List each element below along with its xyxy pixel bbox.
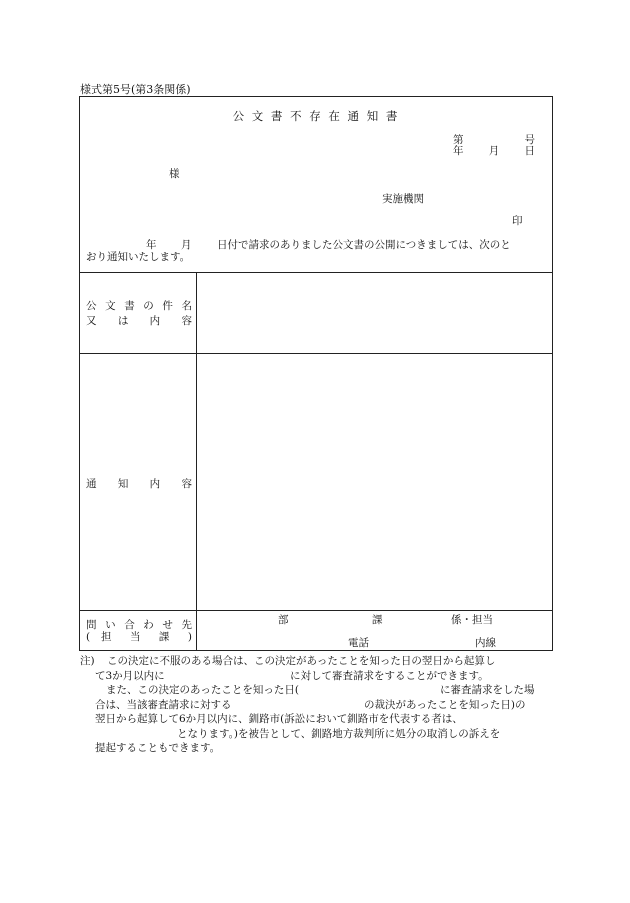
notes-line-4b: の裁決があったことを知った日)の bbox=[364, 698, 526, 711]
contact-label-line2: ( 担 当 課 ) bbox=[86, 631, 192, 643]
date-row bbox=[453, 143, 535, 158]
date-month: 月 bbox=[488, 145, 500, 157]
date-year: 年 bbox=[453, 145, 464, 157]
contact-phone: 電話 bbox=[348, 637, 369, 649]
intro-month: 月 bbox=[181, 239, 192, 251]
row-divider-3 bbox=[80, 610, 552, 611]
intro-line2: おり通知いたします。 bbox=[86, 251, 191, 263]
notice-form bbox=[79, 96, 553, 651]
intro-year: 年 bbox=[146, 239, 157, 251]
notes-line-3a: また、この決定のあったことを知った日( bbox=[106, 684, 299, 696]
seal-mark: 印 bbox=[512, 215, 523, 227]
row-divider-2 bbox=[80, 353, 552, 354]
notes-line-6: となります。)を被告として、釧路地方裁判所に処分の取消しの訴えを bbox=[177, 727, 501, 740]
date-day: 日 bbox=[524, 145, 535, 157]
notes-line-2b: に対して審査請求をすることができます。 bbox=[290, 669, 489, 682]
contact-extension: 内線 bbox=[475, 637, 496, 649]
notes-line-7: 提起することもできます。 bbox=[95, 742, 221, 754]
form-label: 様式第5号(第3条関係) bbox=[80, 83, 191, 96]
number-suffix: 号 bbox=[524, 134, 535, 146]
contact-ka: 課 bbox=[372, 614, 383, 626]
notes-line-5: 翌日から起算して6か月以内に、釧路市(訴訟において釧路市を代表する者は、 bbox=[95, 713, 463, 725]
subject-label-line2: 又 は 内 容 bbox=[86, 315, 192, 327]
notes-line-2a: て3か月以内に bbox=[95, 669, 165, 682]
number-prefix: 第 bbox=[453, 134, 464, 146]
contact-bu: 部 bbox=[278, 614, 289, 626]
notes-line-1: この決定に不服のある場合は、この決定があったことを知った日の翌日から起算し bbox=[107, 655, 496, 667]
notes bbox=[79, 654, 559, 756]
notes-line-4a: 合は、当該審査請求に対する bbox=[95, 698, 232, 711]
notes-prefix: 注) bbox=[80, 655, 95, 667]
intro-line1: 日付で請求のありました公文書の公開につきましては、次のと bbox=[217, 239, 511, 251]
row-divider-1 bbox=[80, 272, 552, 273]
content-label: 通 知 内 容 bbox=[86, 478, 192, 490]
contact-kakari: 係・担当 bbox=[451, 614, 493, 626]
agency-label: 実施機関 bbox=[382, 193, 424, 205]
addressee-honorific: 様 bbox=[169, 168, 180, 180]
subject-label-line1: 公 文 書 の 件 名 bbox=[86, 300, 192, 312]
notes-line-3b: に審査請求をした場 bbox=[440, 684, 535, 696]
column-divider bbox=[196, 272, 197, 650]
contact-label-line1: 問 い 合 わ せ 先 bbox=[86, 619, 192, 631]
document-title: 公 文 書 不 存 在 通 知 書 bbox=[232, 109, 400, 123]
